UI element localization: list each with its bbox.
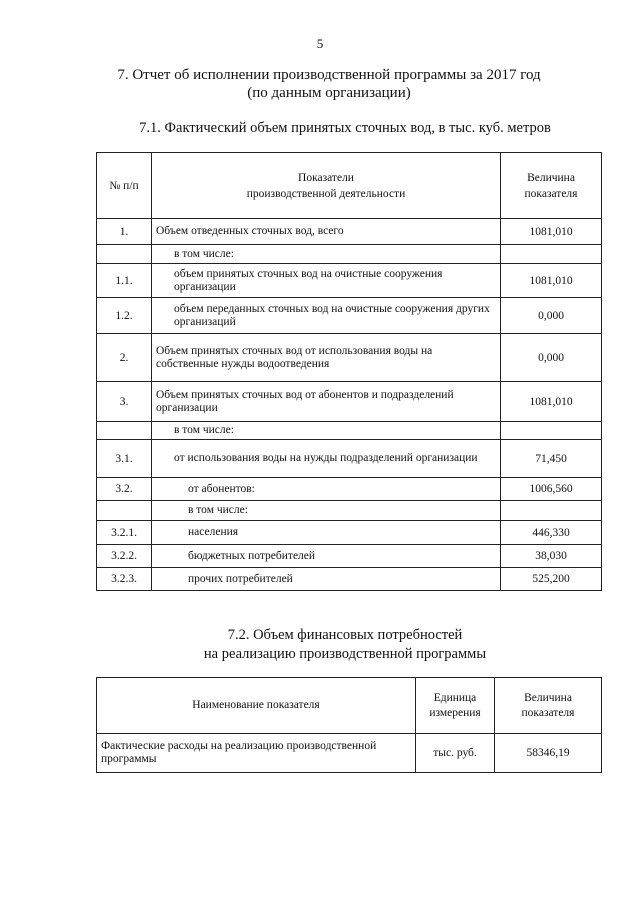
row-label: бюджетных потребителей [152,545,501,568]
row-value: 1006,560 [501,478,602,501]
header-unit-line1: Единица [433,691,477,704]
page-number: 5 [316,36,324,51]
header-indicator-line1: Показатели [298,171,354,184]
table-row [97,440,602,478]
row-value [501,501,602,521]
table-row [97,422,602,440]
row-label: объем принятых сточных вод на очистные сооружения организации [152,264,501,298]
table-row [97,298,602,334]
header-value-line2: показателя [524,187,578,200]
row-label: населения [152,521,501,545]
row-label: Объем принятых сточных вод от абонентов и подразделений организации [152,382,501,422]
wastewater-volume-table [96,152,602,591]
row-num: 1. [97,219,152,245]
section-7-1-title: 7.1. Фактический объем принятых сточных вод, в тыс. куб. метров [139,120,551,136]
table-row [97,501,602,521]
header-name: Наименование показателя [97,678,416,734]
row-value: 71,450 [501,440,602,478]
table-row [97,545,602,568]
row-label: в том числе: [152,501,501,521]
row-label: от абонентов: [152,478,501,501]
row-label: Объем принятых сточных вод от использования воды на собственные нужды водоотведения [152,334,501,382]
row-label: прочих потребителей [152,568,501,591]
section-7-2-title [0,626,640,664]
row-num: 3.2. [97,478,152,501]
row-label: Объем отведенных сточных вод, всего [152,219,501,245]
row-value: 1081,010 [501,264,602,298]
row-value: 1081,010 [501,219,602,245]
row-label: от использования воды на нужды подразделений организации [152,440,501,478]
row-value: 0,000 [501,334,602,382]
section-7-title [0,66,640,102]
row-num [97,422,152,440]
section-7-title-line1: 7. Отчет об исполнении производственной программы за 2017 год [117,67,541,83]
header-value [495,678,602,734]
table-row [97,245,602,264]
section-7-2-title-line2: на реализацию производственной программы [203,646,487,662]
section-7-2-title-line1: 7.2. Объем финансовых потребностей [227,627,463,643]
row-value: 38,030 [501,545,602,568]
header-unit-line2: измерения [429,706,481,719]
row-num: 3. [97,382,152,422]
row-label: объем переданных сточных вод на очистные сооружения других организаций [152,298,501,334]
header-value-line2: показателя [521,706,575,719]
row-value [501,245,602,264]
row-num: 2. [97,334,152,382]
table-row [97,521,602,545]
table-header-row [97,678,602,734]
row-value [501,422,602,440]
row-name: Фактические расходы на реализацию производственной программы [97,734,416,773]
table-row [97,334,602,382]
row-num: 3.1. [97,440,152,478]
table-row [97,382,602,422]
row-num: 3.2.1. [97,521,152,545]
table-row [97,568,602,591]
header-num: № п/п [97,153,152,219]
header-value [501,153,602,219]
row-label: в том числе: [152,422,501,440]
row-num: 1.2. [97,298,152,334]
section-7-title-line2: (по данным организации) [247,85,411,101]
row-num [97,501,152,521]
row-num: 1.1. [97,264,152,298]
row-value: 58346,19 [495,734,602,773]
row-num: 3.2.2. [97,545,152,568]
row-num [97,245,152,264]
row-value: 1081,010 [501,382,602,422]
table-row [97,219,602,245]
row-value: 525,200 [501,568,602,591]
table-row [97,478,602,501]
table-row [97,734,602,773]
row-label: в том числе: [152,245,501,264]
table-header-row [97,153,602,219]
header-value-line1: Величина [524,691,572,704]
header-unit [416,678,495,734]
row-value: 0,000 [501,298,602,334]
row-num: 3.2.3. [97,568,152,591]
header-value-line1: Величина [527,171,575,184]
table-row [97,264,602,298]
financial-needs-table [96,677,602,773]
header-indicator [152,153,501,219]
row-value: 446,330 [501,521,602,545]
header-indicator-line2: производственной деятельности [246,187,406,200]
row-unit: тыс. руб. [416,734,495,773]
